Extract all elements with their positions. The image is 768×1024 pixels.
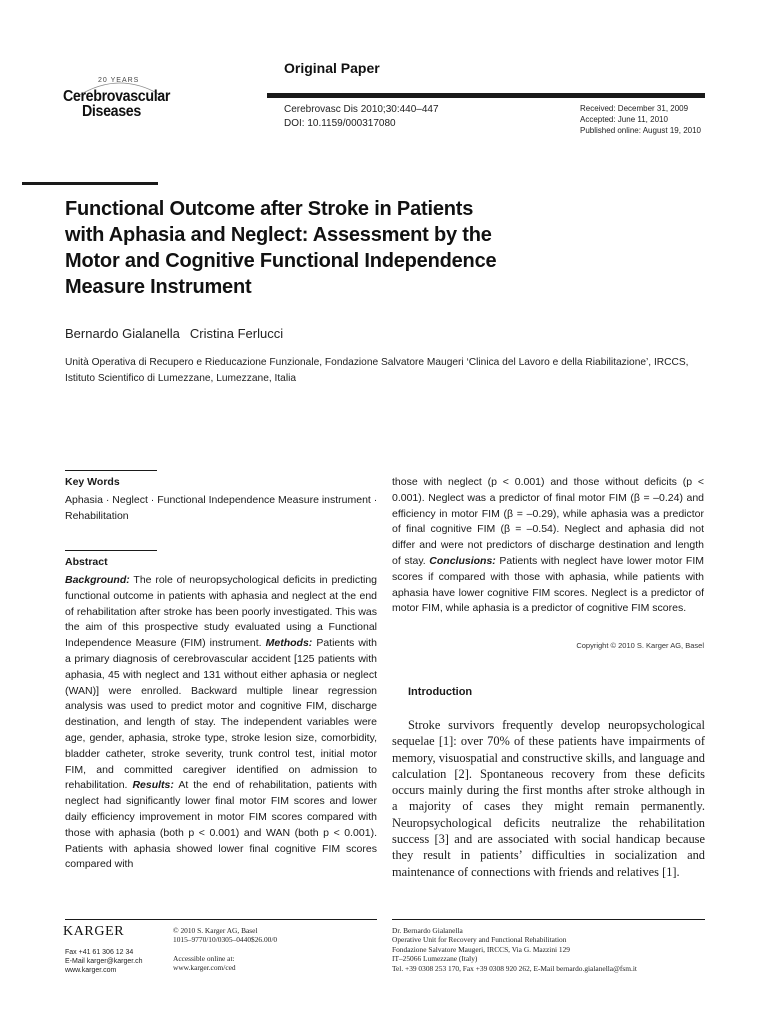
- affiliation: Unità Operativa di Recupero e Rieducazione Funzionale, Fondazione Salvatore Maugeri ‘Clinica del Lavoro e della Riabilitazione’, IRCCS, Istituto Scientifico di Lumezzane, Lumezzane, Italia: [65, 357, 689, 384]
- footer-copyright-block: [173, 926, 277, 973]
- background-text: The role of neuropsychological deficits in predicting functional outcome in patients with aphasia and neglect at the end of rehabilitation after stroke has been poorly investigated. This was the aim of this prospective study evaluated using a Functional Independence Measure (FIM) instrument.: [65, 574, 377, 650]
- title-line: with Aphasia and Neglect: Assessment by the: [65, 224, 492, 246]
- footer-access-label: Accessible online at:: [173, 953, 235, 963]
- footer-rule-right: [392, 919, 705, 920]
- publisher-fax: Fax +41 61 306 12 34: [65, 949, 134, 956]
- author: Cristina Ferlucci: [189, 326, 284, 341]
- introduction-body: [392, 717, 705, 880]
- methods-label: Methods:: [265, 637, 313, 650]
- abstract-heading: Abstract: [65, 556, 108, 568]
- footer-copyright: © 2010 S. Karger AG, Basel: [173, 926, 258, 935]
- footer-access-url[interactable]: www.karger.com/ced: [173, 963, 236, 973]
- title-line: Functional Outcome after Stroke in Patients: [65, 198, 474, 220]
- contact-tel: Tel. +39 0308 253 170, Fax +39 0308 920 262, E-Mail bernardo.gialanella@fsm.it: [392, 963, 637, 973]
- footer-issn: 1015–9770/10/0305–0440$26.00/0: [173, 935, 278, 945]
- methods-text: Patients with a primary diagnosis of cerebrovascular accident [125 patients with aphasia, 45 with neglect and 131 without either aphasia or neglect (WAN)] were enrolled. Backward multiple linear regression analysis was used to predict motor and cognitive FIM, discharge destination, and length of stay. The independent variables were age, gender, aphasia, stroke type, stroke lesion size, comorbidity, bladder catheter, stroke severity, trunk control test, initial motor FIM, and committed caregiver identified on admission to rehabilitation.: [65, 637, 378, 792]
- published-date: Published online: August 19, 2010: [580, 126, 701, 135]
- contact-name: Dr. Bernardo Gialanella: [392, 926, 463, 935]
- abstract-copyright: Copyright © 2010 S. Karger AG, Basel: [576, 641, 704, 650]
- logo-title-line2: Diseases: [82, 103, 141, 120]
- header-rule: [267, 93, 705, 98]
- dates-block: [580, 103, 701, 136]
- paper-type: Original Paper: [284, 60, 380, 76]
- author: Bernardo Gialanella: [65, 326, 180, 341]
- abstract-continued: [392, 475, 704, 617]
- footer-rule-left: [65, 919, 377, 920]
- contact-city: IT–25066 Lumezzane (Italy): [392, 954, 478, 964]
- contact-org: Fondazione Salvatore Maugeri, IRCCS, Via G. Mazzini 129: [392, 944, 570, 954]
- conclusions-label: Conclusions:: [429, 554, 496, 567]
- title-line: Motor and Cognitive Functional Independence: [65, 250, 497, 272]
- background-label: Background:: [65, 574, 130, 586]
- paper-title: [65, 196, 585, 300]
- publisher-email[interactable]: E-Mail karger@karger.ch: [65, 958, 143, 965]
- contact-unit: Operative Unit for Recovery and Functional Rehabilitation: [392, 935, 567, 945]
- citation-block: [284, 103, 439, 131]
- logo-years: 20 YEARS: [98, 77, 140, 84]
- accepted-date: Accepted: June 11, 2010: [580, 115, 668, 124]
- doi: DOI: 10.1159/000317080: [284, 118, 396, 129]
- publisher-contact: [65, 948, 143, 975]
- title-rule: [22, 182, 158, 185]
- introduction-paragraph: Stroke survivors frequently develop neuropsychological sequelae [1]: over 70% of these patients have impairments of memory, visuospatial and constructive skills, and language and calculation [2]. Spontaneous recovery from these deficits occurs mainly during the first months after stroke although in a majority of cases they might remain permanently. Neuropsychological deficits neutralize the rehabilitation success [3] and are associated with social handicap because they result in patients’ difficulties in socialization and maintenance of connections with friends and relatives [1].: [392, 718, 705, 879]
- logo-title-line1: Cerebrovascular: [63, 88, 171, 105]
- results-label: Results:: [132, 779, 174, 792]
- keywords-text: Aphasia · Neglect · Functional Independence Measure instrument · Rehabilitation: [65, 494, 378, 522]
- citation: Cerebrovasc Dis 2010;30:440–447: [284, 104, 439, 115]
- publisher-web[interactable]: www.karger.com: [65, 967, 117, 974]
- continued-text: those with neglect (p < 0.001) and those without deficits (p < 0.001). Neglect was a predictor of final motor FIM (β = –0.24) and efficiency in motor FIM (β = –0.29), while aphasia was a predictor of final cognitive FIM (β = –0.54). Neglect and aphasia did not differ and were not predictors of discharge destination and length of stay.: [392, 476, 704, 567]
- keywords-rule: [65, 470, 157, 471]
- conclusions-text: Patients with neglect have lower motor FIM scores if compared with those with aphasia, while patients with aphasia have lower cognitive FIM scores. Neglect is a predictor of motor FIM, while aphasia is a predictor of cognitive FIM scores.: [392, 554, 704, 615]
- authors: [65, 326, 283, 341]
- publisher-logo: KARGER: [63, 924, 125, 939]
- results-text: At the end of rehabilitation, patients with neglect had significantly lower final motor FIM scores and lower daily efficiency improvement in motor FIM scores compared with those with aphasia (both p < 0.001) and WAN (both p < 0.001). Patients with aphasia showed lower final cognitive FIM scores compared with: [65, 779, 378, 871]
- received-date: Received: December 31, 2009: [580, 104, 689, 113]
- correspondence-block: [392, 926, 637, 973]
- abstract-body: [65, 573, 377, 873]
- abstract-rule: [65, 550, 157, 551]
- title-line: Measure Instrument: [65, 276, 252, 298]
- introduction-heading: Introduction: [408, 686, 473, 698]
- keywords-heading: Key Words: [65, 476, 120, 488]
